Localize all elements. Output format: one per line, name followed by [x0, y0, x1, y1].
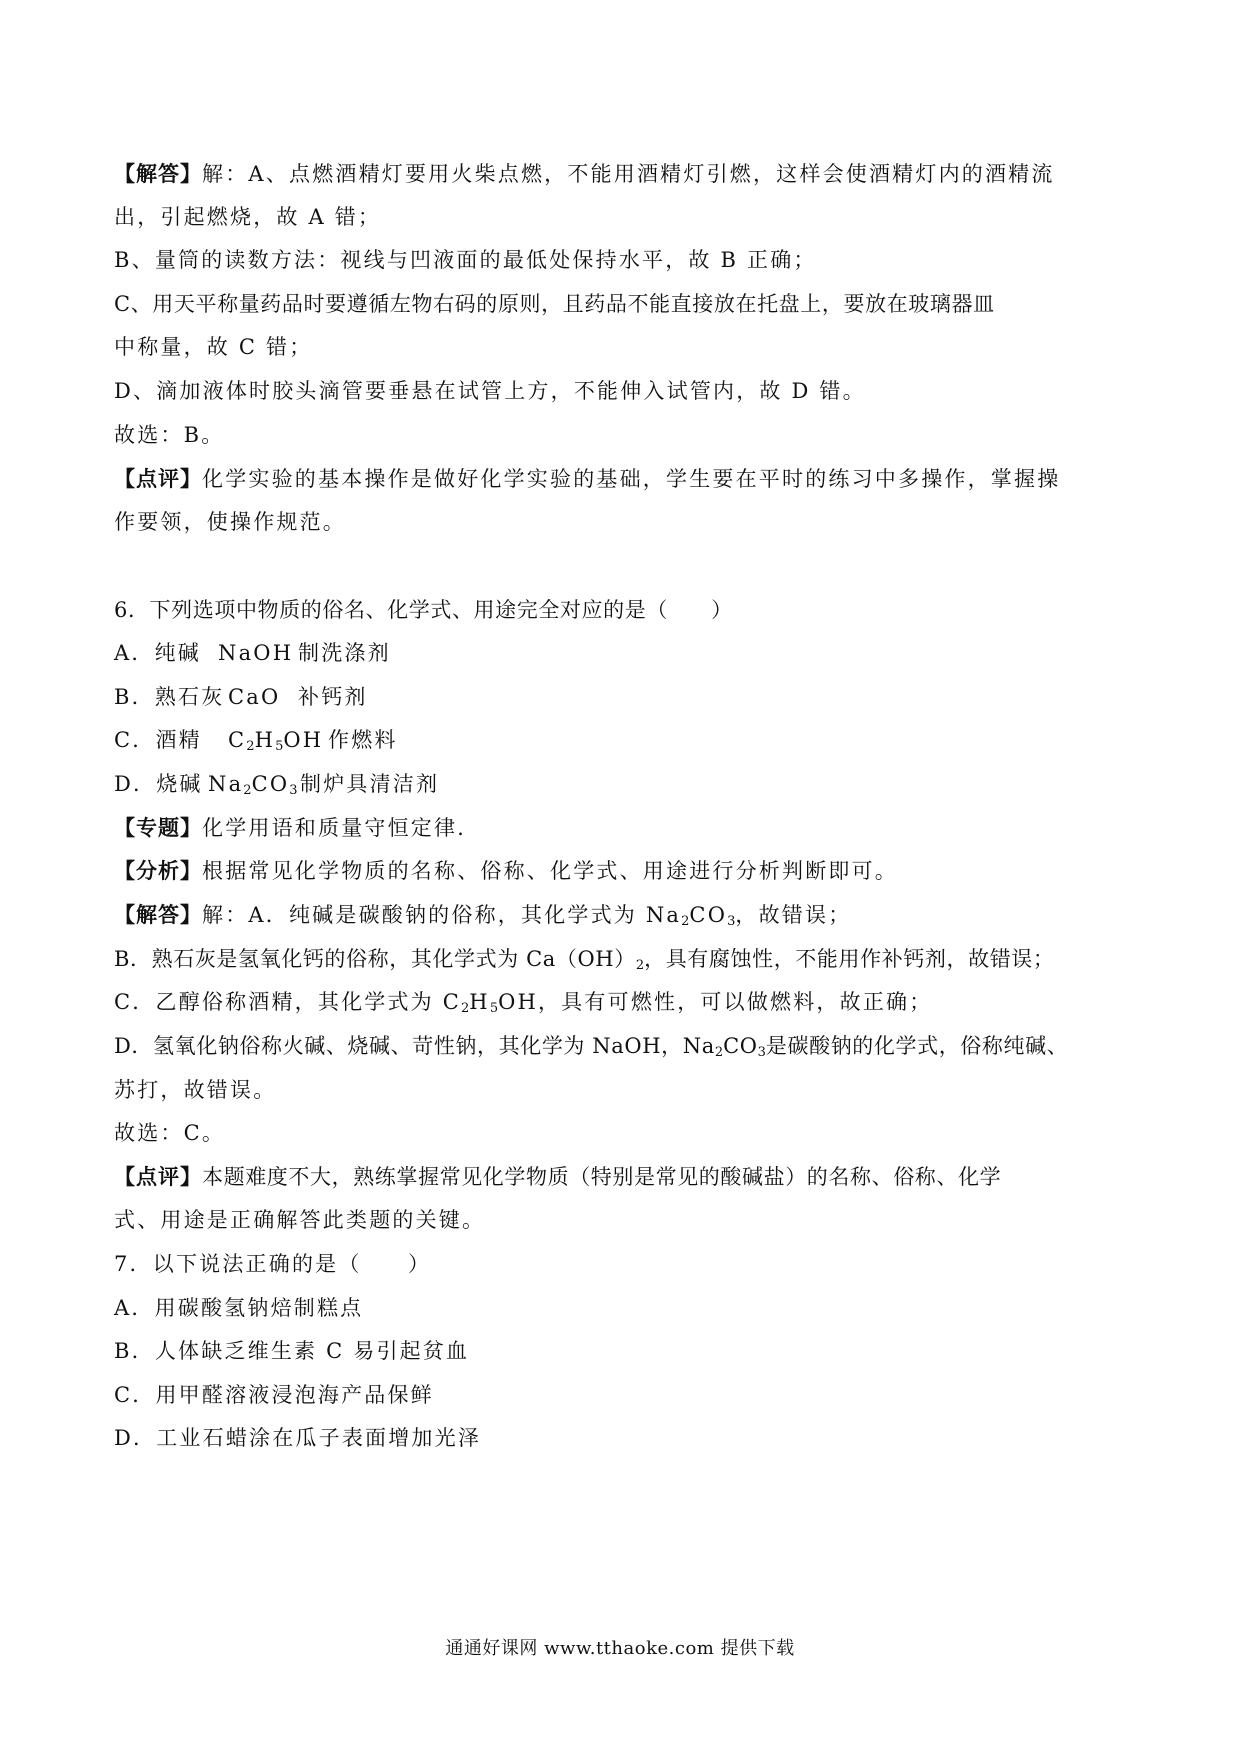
q6-topic: [114, 808, 1124, 848]
q5-answer-text-1: 解：A、点燃酒精灯要用火柴点燃，不能用酒精灯引燃，这样会使酒精灯内的酒精流: [202, 162, 1055, 186]
q6-stem: 6．下列选项中物质的俗名、化学式、用途完全对应的是（ ）: [114, 598, 733, 622]
q7-option-b: B．人体缺乏维生素 C 易引起贫血: [114, 1339, 470, 1363]
q6-review-text-1: 本题难度不大，熟练掌握常见化学物质（特别是常见的酸碱盐）的名称、俗称、化学: [202, 1165, 1002, 1189]
q7-stem: 7．以下说法正确的是（ ）: [114, 1252, 432, 1276]
q6-option-c-formula: $C_2H_5OH$: [228, 728, 324, 754]
q6-answer-line-c: C．乙醇俗称酒精，其化学式为 $C_2H_5OH$，具有可燃性，可以做燃料，故正确；: [114, 990, 933, 1016]
analysis-tag: 【分析】: [114, 858, 202, 883]
q7-option-c: C．用甲醛溶液浸泡海产品保鲜: [114, 1383, 434, 1407]
q6-answer-line-b: B．熟石灰是氢氧化钙的俗称，其化学式为 $Ca(OH)_2$，具有腐蚀性，不能用作补钙剂，故错误；: [114, 947, 1055, 973]
q6-option-a: [114, 633, 1124, 673]
page-footer: 通通好课网 www.tthaoke.com 提供下载: [445, 1638, 795, 1659]
review-tag: 【点评】: [114, 1164, 202, 1189]
answer-tag: 【解答】: [114, 161, 202, 186]
q6-option-d-use: 制炉具清洁剂: [300, 772, 440, 796]
q7-option-d: D．工业石蜡涂在瓜子表面增加光泽: [114, 1426, 482, 1450]
q6-topic-text: 化学用语和质量守恒定律．: [202, 816, 481, 840]
q5-answer-line-2: 出，引起燃烧，故 A 错；: [114, 205, 382, 229]
q6-option-c-label: C．酒精: [114, 728, 202, 752]
q6-option-d-formula: $Na_2CO_3$: [208, 772, 298, 798]
q5-answer-line-6: D、滴加液体时胶头滴管要垂悬在试管上方，不能伸入试管内，故 D 错。: [114, 379, 866, 403]
q6-option-d-label: D．烧碱: [114, 772, 203, 796]
q6-option-a-formula: NaOH: [218, 641, 294, 665]
q5-choice: 故选：B。: [114, 423, 225, 447]
q6-option-c-use: 作燃料: [328, 728, 398, 752]
q6-option-b-label: B．熟石灰: [114, 685, 225, 709]
q5-answer-line-5: 中称量，故 C 错；: [114, 335, 313, 359]
q6-answer-line-d2: 苏打，故错误。: [114, 1078, 277, 1102]
q6-option-b: [114, 677, 1124, 717]
q6-analysis-text: 根据常见化学物质的名称、俗称、化学式、用途进行分析判断即可。: [202, 859, 898, 883]
q5-review-line-2: 作要领，使操作规范。: [114, 510, 346, 534]
q6-analysis: [114, 851, 1124, 891]
q6-choice: 故选：C。: [114, 1121, 226, 1145]
q6-option-b-use: 补钙剂: [298, 685, 368, 709]
q6-option-a-use: 制洗涤剂: [298, 641, 391, 665]
q5-answer-line-1: [114, 154, 1124, 194]
q6-option-d: [114, 764, 1124, 804]
answer-tag: 【解答】: [114, 902, 202, 927]
review-tag: 【点评】: [114, 466, 202, 491]
q6-review-line-1: [114, 1157, 1124, 1197]
q5-review-line-1: [114, 459, 1124, 499]
q6-option-a-label: A．纯碱: [114, 641, 201, 665]
topic-tag: 【专题】: [114, 815, 202, 840]
q6-option-c: [114, 720, 1124, 760]
q6-answer-line-a: 【解答】解：A．纯碱是碳酸钠的俗称，其化学式为 $Na_2CO_3$，故错误；: [114, 902, 852, 929]
q5-answer-line-4: C、用天平称量药品时要遵循左物右码的原则，且药品不能直接放在托盘上，要放在玻璃器皿: [114, 292, 995, 316]
q6-review-line-2: 式、用途是正确解答此类题的关键。: [114, 1208, 486, 1232]
q6-answer-line-d: D．氢氧化钠俗称火碱、烧碱、苛性钠，其化学为 NaOH，$Na_2CO_3$是碳酸钠的化学式，俗称纯碱、: [114, 1034, 1069, 1060]
q7-option-a: A．用碳酸氢钠焙制糕点: [114, 1296, 364, 1320]
q6-option-b-formula: CaO: [228, 685, 281, 709]
q5-answer-line-3: B、量筒的读数方法：视线与凹液面的最低处保持水平，故 B 正确；: [114, 248, 817, 272]
q5-review-text-1: 化学实验的基本操作是做好化学实验的基础，学生要在平时的练习中多操作，掌握操: [202, 467, 1061, 491]
